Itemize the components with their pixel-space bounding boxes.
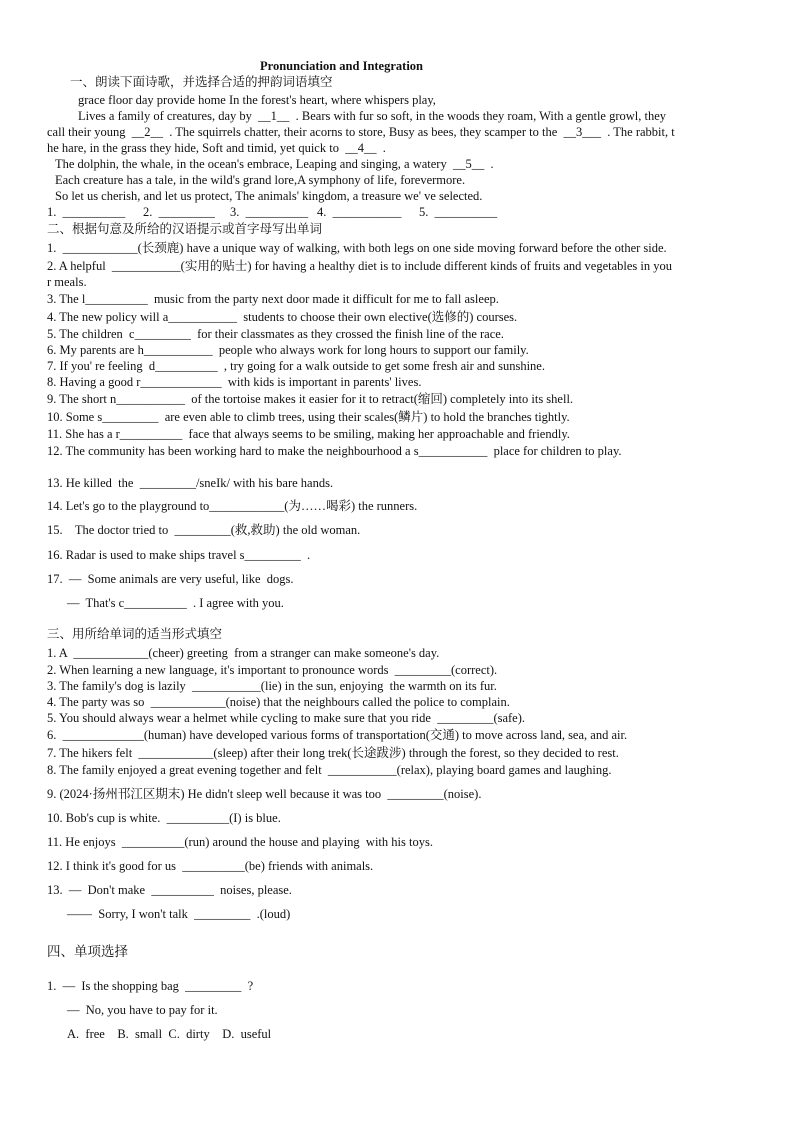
question-item: 12. I think it's good for us __________(be) friends with animals. (47, 859, 374, 873)
question-item: 4. The party was so ____________(noise) that the neighbours called the police to complain. (47, 695, 510, 709)
question-item: 10. Some s_________ are even able to climb trees, using their scales(鳞片) to hold the branches tightly. (47, 410, 570, 424)
question-item: 11. He enjoys __________(run) around the house and playing with his toys. (47, 835, 433, 849)
question-item: 3. The l__________ music from the party next door made it difficult for me to fall asleep. (47, 292, 499, 306)
question-item: 1. ____________(长颈鹿) have a unique way of walking, with both legs on one side moving forward before the other side. (47, 241, 667, 255)
question-item: 5. The children c_________ for their classmates as they crossed the finish line of the race. (47, 327, 504, 341)
page-title: Pronunciation and Integration (260, 59, 423, 73)
dialogue-reply: —— Sorry, I won't talk _________ .(loud) (67, 907, 291, 921)
poem-line: call their young __2__ . The squirrels chatter, their acorns to store, Busy as bees, they scamper to the __3___ . The rabbit, t (47, 125, 675, 139)
section3-heading: 三、用所给单词的适当形式填空 (47, 627, 223, 641)
question-item: 15. The doctor tried to _________(救,救助) the old woman. (47, 523, 361, 537)
question-item: 4. The new policy will a___________ students to choose their own elective(选修的) courses. (47, 310, 518, 324)
question-item: 9. The short n___________ of the tortoise makes it easier for it to retract(缩回) completely into its shell. (47, 392, 574, 406)
question-item: 3. The family's dog is lazily ___________(lie) in the sun, enjoying the warmth on its fur. (47, 679, 497, 693)
poem-line: grace floor day provide home In the forest's heart, where whispers play, (78, 93, 436, 107)
answer-blank-4: 4. ___________ (317, 205, 402, 219)
answer-blank-3: 3. __________ (230, 205, 309, 219)
question-item: 2. When learning a new language, it's important to pronounce words _________(correct). (47, 663, 498, 677)
question-item: 1. A ____________(cheer) greeting from a stranger can make someone's day. (47, 646, 440, 660)
section4-heading: 四、单项选择 (47, 944, 128, 959)
question-item: 10. Bob's cup is white. __________(I) is blue. (47, 811, 281, 825)
poem-line: So let us cherish, and let us protect, The animals' kingdom, a treasure we' ve selected. (55, 189, 483, 203)
poem-line: The dolphin, the whale, in the ocean's embrace, Leaping and singing, a watery __5__ . (55, 157, 494, 171)
question-item: 7. The hikers felt ____________(sleep) after their long trek(长途跋涉) through the forest, so they decided to rest. (47, 746, 619, 760)
section1-heading: 一、朗读下面诗歌，并选择合适的押韵词语填空 (70, 75, 333, 89)
question-item: 12. The community has been working hard to make the neighbourhood a s___________ place for children to play. (47, 444, 622, 458)
question-item: 14. Let's go to the playground to____________(为……喝彩) the runners. (47, 499, 418, 513)
question-item: 7. If you' re feeling d__________ , try going for a walk outside to get some fresh air and sunshine. (47, 359, 545, 373)
question-item: 2. A helpful ___________(实用的贴士) for having a healthy diet is to include different kinds of fruits and vegetables in you (47, 259, 673, 273)
dialogue-reply: — That's c__________ . I agree with you. (67, 596, 284, 610)
question-item: 11. She has a r__________ face that always seems to be smiling, making her approachable and friendly. (47, 427, 570, 441)
poem-line: he hare, in the grass they hide, Soft and timid, yet quick to __4__ . (47, 141, 386, 155)
question-item: 8. Having a good r_____________ with kids is important in parents' lives. (47, 375, 422, 389)
dialogue-reply: — No, you have to pay for it. (67, 1003, 218, 1017)
question-item: 16. Radar is used to make ships travel s_________ . (47, 548, 311, 562)
answer-options: A. free B. small C. dirty D. useful (67, 1027, 272, 1041)
answer-blank-2: 2. _________ (143, 205, 215, 219)
question-item: 9. (2024·扬州邗江区期末) He didn't sleep well because it was too _________(noise). (47, 787, 482, 801)
question-item: 13. — Don't make __________ noises, please. (47, 883, 292, 897)
question-item: 13. He killed the _________/sneIk/ with his bare hands. (47, 476, 334, 490)
question-item-continued: r meals. (47, 275, 87, 289)
question-item: 6. My parents are h___________ people who always work for long hours to support our family. (47, 343, 529, 357)
question-item: 8. The family enjoyed a great evening together and felt ___________(relax), playing board games and laughing. (47, 763, 612, 777)
answer-blank-5: 5. __________ (419, 205, 498, 219)
section2-heading: 二、根据句意及所给的汉语提示或首字母写出单词 (47, 222, 323, 236)
poem-line: Lives a family of creatures, day by __1__ . Bears with fur so soft, in the woods they roam, With a gentle growl, they (78, 109, 667, 123)
question-item: 5. You should always wear a helmet while cycling to make sure that you ride _________(safe). (47, 711, 526, 725)
question-item: 17. — Some animals are very useful, like dogs. (47, 572, 294, 586)
answer-blank-1: 1. __________ (47, 205, 126, 219)
question-item: 1. — Is the shopping bag _________ ? (47, 979, 254, 993)
poem-line: Each creature has a tale, in the wild's grand lore,A symphony of life, forevermore. (55, 173, 466, 187)
question-item: 6. _____________(human) have developed various forms of transportation(交通) to move across land, sea, and air. (47, 728, 628, 742)
